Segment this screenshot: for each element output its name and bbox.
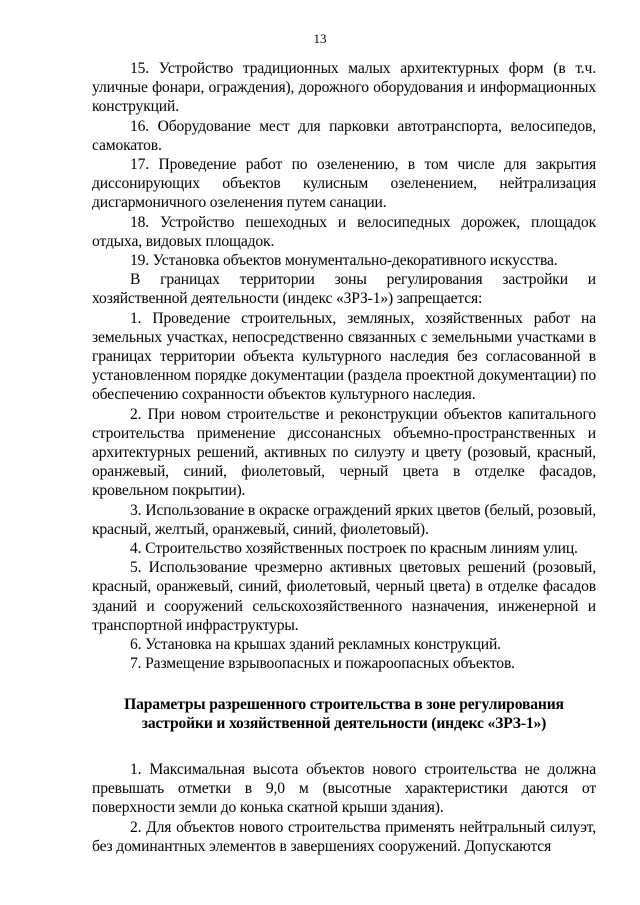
paragraph: 5. Использование чрезмерно активных цветовых решений (розовый, красный, оранжевый, синий, фиолетовый, черный цвета) в отделке фасадов зданий и сооружений сельскохозяйственного назначения, инженерной и транспортной инфраструктуры.: [92, 559, 596, 634]
paragraph: 2. Для объектов нового строительства применять нейтральный силуэт, без доминантных элементов в завершениях сооружений. Допускаются: [92, 818, 596, 855]
paragraph: 4. Строительство хозяйственных построек по красным линиям улиц.: [130, 540, 578, 558]
paragraph: 2. При новом строительстве и реконструкции объектов капитального строительства применение диссонансных объемно-пространственных и архитектурных решений, активных по силуэту и цвету (розовый, красный, оранжевый, синий, фиолетовый, черный цвета в отделке фасадов, кровельном покрытии).: [92, 405, 596, 500]
paragraph: В границах территории зоны регулирования застройки и хозяйственной деятельности (индекс «ЗРЗ-1») запрещается:: [92, 271, 596, 308]
paragraph: 19. Установка объектов монументально-декоративного искусства.: [130, 252, 558, 270]
page-number: 13: [313, 31, 327, 46]
paragraph: 18. Устройство пешеходных и велосипедных дорожек, площадок отдыха, видовых площадок.: [92, 213, 596, 250]
paragraph: 6. Установка на крышах зданий рекламных конструкций.: [130, 636, 501, 654]
section-heading-line: застройки и хозяйственной деятельности (индекс «ЗРЗ-1»): [141, 714, 547, 732]
paragraph: 1. Проведение строительных, земляных, хозяйственных работ на земельных участках, непосредственно связанных с земельными участками в границах территории объекта культурного наследия без согласованной в установленном порядке документации (раздела проектной документации) по обеспечению сохранности объектов культурного наследия.: [92, 309, 596, 404]
paragraph: 16. Оборудование мест для парковки автотранспорта, велосипедов, самокатов.: [92, 117, 596, 154]
paragraph: 7. Размещение взрывоопасных и пожароопасных объектов.: [130, 655, 515, 673]
document-body: [92, 59, 596, 856]
paragraph: 15. Устройство традиционных малых архитектурных форм (в т.ч. уличные фонари, ограждения), дорожного оборудования и информационных конструкций.: [92, 60, 596, 116]
section-heading: [92, 695, 596, 733]
paragraph: 17. Проведение работ по озеленению, в том числе для закрытия диссонирующих объектов кулисным озеленением, нейтрализация дисгармоничного озеленения путем санации.: [92, 156, 596, 212]
section-heading-line: Параметры разрешенного строительства в зоне регулирования: [124, 695, 564, 713]
paragraph: 1. Максимальная высота объектов нового строительства не должна превышать отметки в 9,0 м (высотные характеристики даются от поверхности земли до конька скатной крыши здания).: [92, 760, 596, 817]
paragraph: 3. Использование в окраске ограждений ярких цветов (белый, розовый, красный, желтый, оранжевый, синий, фиолетовый).: [92, 501, 596, 538]
